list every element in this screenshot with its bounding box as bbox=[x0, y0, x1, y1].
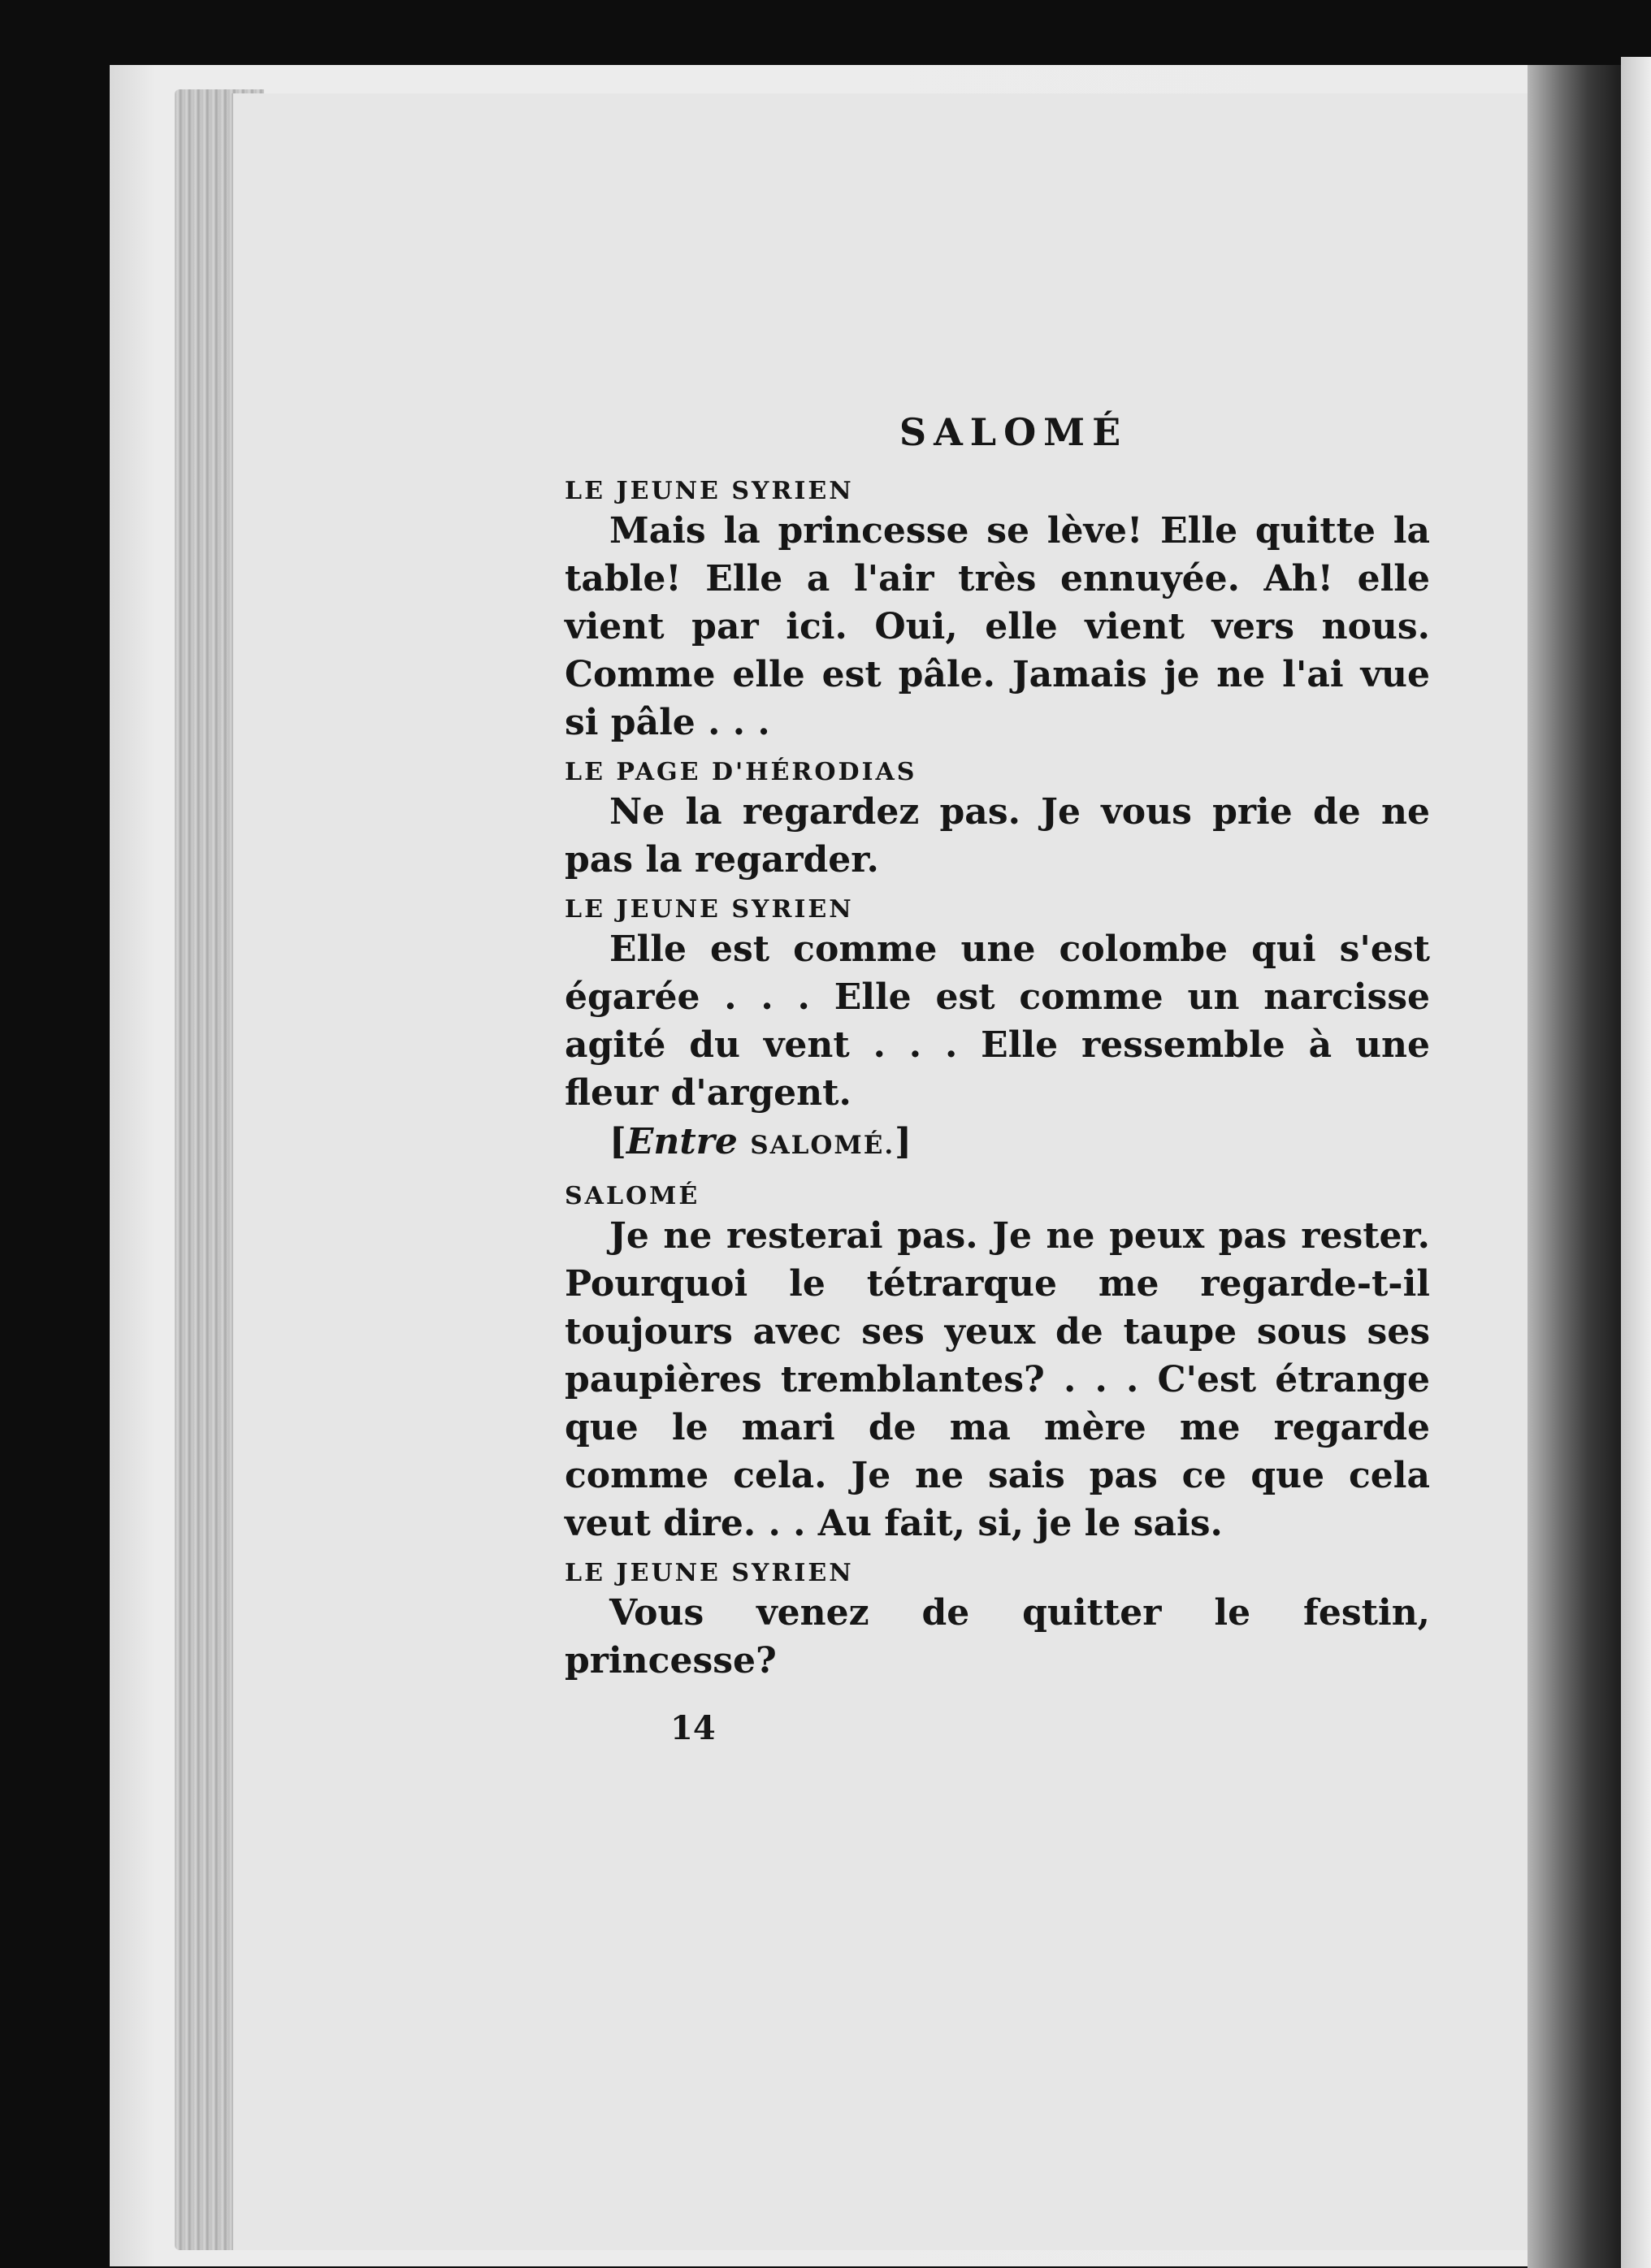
stage-direction-name: SALOMÉ. bbox=[750, 1131, 895, 1160]
speaker-name: SALOMÉ bbox=[565, 1182, 700, 1210]
page-number: 14 bbox=[670, 1709, 716, 1747]
speaker-name: LE JEUNE SYRIEN bbox=[565, 895, 854, 924]
spine-shadow bbox=[1528, 65, 1621, 2268]
speech: Je ne resterai pas. Je ne peux pas rester. Pourquoi le tétrarque me regarde-t-il toujours avec ses yeux de taupe sous ses paupières tremblantes? . . . C'est étrange que le mari de ma mère me regarde comme cela. Je ne sais pas ce que cela veut dire. . . Au fait, si, je le sais. bbox=[565, 1215, 1430, 1544]
stage-direction bbox=[565, 1117, 1430, 1171]
speaker-name: LE PAGE D'HÉRODIAS bbox=[565, 758, 917, 786]
bracket-open: [ bbox=[609, 1121, 626, 1162]
speaker-name: LE JEUNE SYRIEN bbox=[565, 477, 854, 505]
speaker-name: LE JEUNE SYRIEN bbox=[565, 1559, 854, 1587]
page-text bbox=[565, 410, 1430, 1747]
speech: Ne la regardez pas. Je vous prie de ne pas la regarder. bbox=[565, 791, 1430, 881]
running-title: SALOMÉ bbox=[899, 410, 1129, 454]
speech: Elle est comme une colombe qui s'est égarée . . . Elle est comme un narcisse agité du vent . . . Elle ressemble à une fleur d'argent. bbox=[565, 928, 1430, 1114]
speech: Vous venez de quitter le festin, princesse? bbox=[565, 1592, 1430, 1682]
speech: Mais la princesse se lève! Elle quitte la table! Elle a l'air très ennuyée. Ah! elle vient par ici. Oui, elle vient vers nous. Comme elle est pâle. Jamais je ne l'ai vue si pâle . . . bbox=[565, 510, 1430, 743]
adjacent-page-edge bbox=[1621, 57, 1651, 2268]
bracket-close: ] bbox=[895, 1121, 912, 1162]
stage-direction-verb: Entre bbox=[626, 1121, 738, 1162]
